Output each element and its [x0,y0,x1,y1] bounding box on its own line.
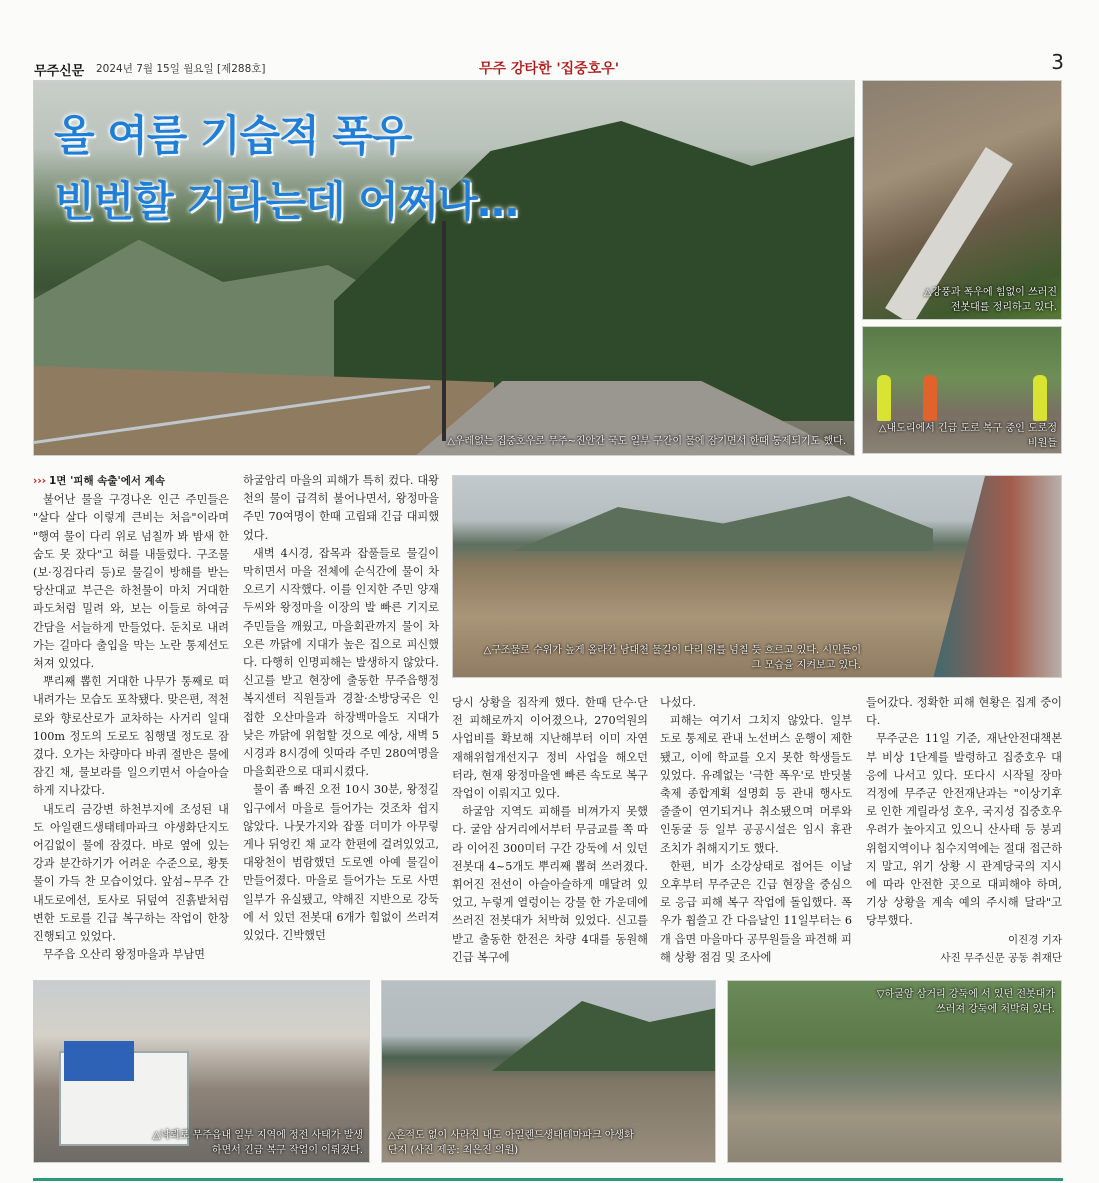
article-paragraph: 피해는 여기서 그치지 않았다. 일부 도로 통제로 관내 노선버스 운행이 제한됐고, 이에 학교를 오지 못한 학생들도 있었다. 유례없는 '극한 폭우'로 반딧불축제 종합계획 설명회 등 관내 행사도 줄줄이 연기되거나 취소됐으며 머루와인동굴 등 일부 공공시설은 임시 휴관 조치가 취해지기도 했다. [660,714,852,855]
worker-figure [1033,375,1047,421]
article-column-2 [243,472,439,945]
headline-line-2: 빈번할 거라는데 어쩌나… [54,177,518,226]
photo-truck-cab [64,1041,134,1081]
article-paragraph: 뿌리째 뽑힌 거대한 나무가 통째로 떠내려가는 모습도 포착됐다. 맞은편, 적천로와 향로산로가 교차하는 사거리 일대 100m 정도의 도로도 침행댈 정도로 잠겼다. 오가는 차량마다 바퀴 절반은 물에 잠긴 채, 물보라를 일으키면서 아슬아슬하게 지나갔다. [33,675,229,798]
photo-riverside-walkway [933,476,1062,678]
page-number: 3 [1051,50,1064,74]
article-paragraph: 무주읍 오산리 왕정마을과 부남면 [43,948,205,962]
photo-power-repair-truck [33,980,370,1163]
photo-fallen-pole-riverbank [727,980,1062,1163]
article-paragraph: 새벽 4시경, 잡목과 잡풀들로 물길이 막히면서 마을 전체에 순식간에 물이 차오르기 시작했다. 이를 인지한 주민 양재두씨와 왕정마을 이장의 발 빠른 기지로 주민들을 깨웠고, 마을회관까지 물이 차오른 까닭에 지대가 높은 집으로 피신했다. 다행히 인명피해는 발생하지 않았다. 신고를 받고 현장에 출동한 무주읍행정복지센터 직원들과 경찰·소방당국은 인접한 오산마을과 하장백마을도 지대가 낮은 까닭에 위험할 것으로 예상, 새벽 5시경과 8시경에 잇따라 주민 280여명을 마을회관으로 대피시켰다. [243,546,439,779]
debris-caption: △강풍과 폭우에 힘없이 쓰러진 전봇대를 정리하고 있다. [923,287,1057,313]
continued-arrow-icon: ››› [33,475,46,487]
article-column-1 [33,472,229,964]
byline: 이진경 기자 [1007,933,1062,946]
page-header [34,52,1064,82]
worker-figure [877,375,891,421]
article-paragraph: 내도리 금강변 하천부지에 조성된 내도 아일랜드생태테마파크 야생화단지도 어김없이 물에 잠겼다. 바로 옆에 있는 강과 분간하기가 어려운 수준으로, 황톳물이 가득 찬 모습이었다. 앞섬~무주 간 내도로에선, 토사로 뒤덮여 진흙밭처럼 변한 도로를 긴급 복구하는 작업이 한창 진행되고 있었다. [33,802,229,944]
river-caption: △구조물로 수위가 높게 올라간 남대천 물길이 다리 위를 넘칠 듯 흐르고 있다. 시민들이 그 모습을 지켜보고 있다. [483,645,861,671]
headline-line-1: 올 여름 기습적 폭우 [54,111,412,160]
workers-caption: △내도리에서 긴급 도로 복구 중인 도로정비원들 [878,423,1057,449]
article-paragraph: 들어갔다. 정확한 피해 현황은 집계 중이다. [866,696,1062,728]
paper-name: 무주신문 [34,64,85,79]
photo-submerged-park [381,980,716,1163]
hero-photo-flooded-road [33,80,855,456]
b1-caption: △낙뢰로 무주읍내 일부 지역에 정전 사태가 발생하면서 긴급 복구 작업이 이뤄졌다. [152,1130,363,1156]
photo-credit: 사진 무주신문 공동 취재단 [940,951,1062,964]
headline [54,103,518,235]
worker-figure [923,375,937,421]
b2-caption: △흔적도 없이 사라진 내도 아일랜드생태테마파크 야생화 단지 (사진 제공: 최은진 의원) [388,1130,634,1156]
article-paragraph: 불어난 물을 구경나온 인근 주민들은 "살다 살다 이렇게 큰비는 처음"이라며 "행여 물이 다리 위로 넘칠까 봐 밤새 한숨도 못 잤다"고 혀를 내둘렀다. 구조물(보·징검다리 등)로 물길이 방해를 받는 당산대교 부근은 하천물이 마치 거대한 파도처럼 밀려 와, 보는 이들로 하여금 간담을 서늘하게 만들었다. 둔치로 내려가는 길마다 출입을 막는 노란 통제선도 쳐져 있었다. [33,493,229,671]
article-column-4 [660,694,852,967]
photo-park-mountains [492,1001,716,1071]
article-paragraph: 물이 좀 빠진 오전 10시 30분, 왕정길 입구에서 마을로 들어가는 것조차 쉽지 않았다. 나뭇가지와 잡풀 더미가 아무렇게나 뒤엉킨 채 교각 한편에 걸려있었고, 대왕천이 범람했던 도로엔 아예 물길이 만들어졌다. 마을로 들어가는 도로 사면 일부가 유실됐고, 약해진 지반으로 강둑에 서 있던 전봇대 6개가 힘없이 쓰러져 있었다. 긴박했던 [243,783,439,943]
section-title: 무주 강타한 '집중호우' [478,61,620,77]
issue-date: 2024년 7월 15일 월요일 [제288호] [96,63,266,75]
article-column-5 [866,694,1062,967]
article-paragraph: 하굴암리 마을의 피해가 특히 컸다. 대왕천의 물이 급격히 불어나면서, 왕정마을 주민 70여명이 한때 고립돼 긴급 대피했었다. [243,474,439,542]
article-paragraph: 나섰다. [660,696,696,709]
hero-caption: △우레없는 집중호우로 무주~진안간 국도 일부 구간이 물에 잠기면서 한때 통제되기도 했다. [447,436,846,447]
article-paragraph: 하굴암 지역도 피해를 비껴가지 못했다. 굴암 삼거리에서부터 무금교를 쪽 따라 이어진 300미터 구간 강둑에 서 있던 전봇대 4~5개도 뿌리째 뽑혀 쓰러졌다. 휘어진 전선이 아슬아슬하게 매달려 있었고, 누렇게 열렁이는 강물 한 가운데에 쓰러진 전봇대가 처박혀 있었다. 신고를 받고 출동한 한전은 차량 4대를 동원해 긴급 복구에 [452,805,648,964]
photo-fallen-pole-debris [862,80,1062,320]
article-paragraph: 당시 상황을 짐작케 했다. 한때 단수·단전 피해로까지 이어졌으나, 270억원의 사업비를 확보해 지난해부터 이미 자연재해위험개선지구 정비 사업을 해오던 터라, 현재 왕정마을엔 빠른 속도로 복구 작업이 이뤄지고 있다. [452,696,648,801]
continued-marker: ››› 1면 '피해 속출'에서 계속 [33,475,165,487]
photo-river-mountains [513,496,933,551]
article-paragraph: 한편, 비가 소강상태로 접어든 이날 오후부터 무주군은 긴급 현장을 중심으로 응급 피해 복구 작업에 돌입했다. 폭우가 휩쓸고 간 다음날인 11일부터는 6개 읍면 마을마다 공무원들을 파견해 피해 상황 점검 및 조사에 [660,859,852,964]
article-paragraph: 무주군은 11일 기준, 재난안전대책본부 비상 1단계를 발령하고 집중호우 대응에 나서고 있다. 또다시 시작될 장마 걱정에 무주군 안전재난과는 "이상기후로 인한 게릴라성 호우, 국지성 집중호우 우려가 높아지고 있으니 산사태 등 붕괴 위험지역이나 침수지역에는 절대 접근하지 말고, 위기 상황 시 관계당국의 지시에 따라 안전한 곳으로 대피해야 하며, 기상 상황을 계속 예의 주시해 달라"고 당부했다. [866,732,1062,928]
bottom-rule [33,1178,1063,1181]
article-column-3 [452,694,648,967]
photo-utility-pole [442,221,446,441]
b3-caption: ▽하굴암 삼거리 강둑에 서 있던 전봇대가 쓰러져 강둑에 처박혀 있다. [876,989,1055,1015]
photo-flooded-river [452,475,1062,678]
photo-road-workers [862,326,1062,454]
